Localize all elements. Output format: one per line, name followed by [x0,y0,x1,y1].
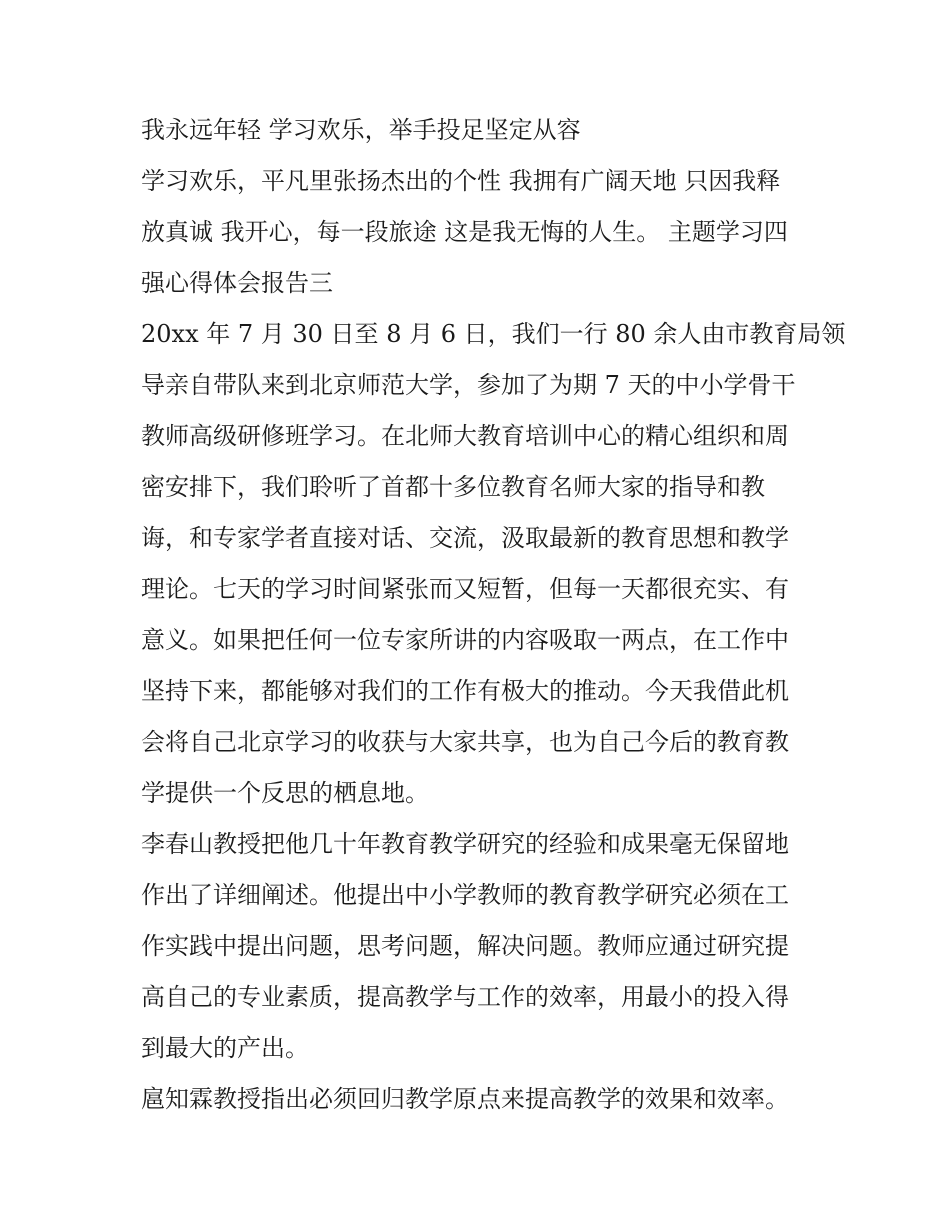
text-line: 会将自己北京学习的收获与大家共享，也为自己今后的教育教 [141,728,789,756]
text-line: 20xx 年 7 月 30 日至 8 月 6 日，我们一行 80 余人由市教育局领 [141,320,846,348]
text-line: 理论。七天的学习时间紧张而又短暂，但每一天都很充实、有 [141,575,789,603]
text-line: 作出了详细阐述。他提出中小学教师的教育教学研究必须在工 [141,881,789,909]
document-body [141,105,846,1125]
text-line: 导亲自带队来到北京师范大学，参加了为期 7 天的中小学骨干 [141,371,796,399]
text-line: 到最大的产出。 [141,1034,309,1062]
text-line: 扈知霖教授指出必须回归教学原点来提高教学的效果和效率。 [141,1085,789,1113]
text-line: 强心得体会报告三 [141,269,333,297]
text-line: 高自己的专业素质，提高教学与工作的效率，用最小的投入得 [141,983,789,1011]
text-line: 坚持下来，都能够对我们的工作有极大的推动。今天我借此机 [141,677,789,705]
text-line: 意义。如果把任何一位专家所讲的内容吸取一两点，在工作中 [141,626,789,654]
text-line: 作实践中提出问题，思考问题，解决问题。教师应通过研究提 [141,932,789,960]
text-line: 李春山教授把他几十年教育教学研究的经验和成果毫无保留地 [141,830,789,858]
text-line: 学习欢乐，平凡里张扬杰出的个性 我拥有广阔天地 只因我释 [141,167,781,195]
text-line: 教师高级研修班学习。在北师大教育培训中心的精心组织和周 [141,422,789,450]
text-line: 诲，和专家学者直接对话、交流，汲取最新的教育思想和教学 [141,524,789,552]
text-line: 学提供一个反思的栖息地。 [141,779,429,807]
text-line: 我永远年轻 学习欢乐，举手投足坚定从容 [141,116,581,144]
text-line: 放真诚 我开心，每一段旅途 这是我无悔的人生。 主题学习四 [141,218,788,246]
text-line: 密安排下，我们聆听了首都十多位教育名师大家的指导和教 [141,473,765,501]
